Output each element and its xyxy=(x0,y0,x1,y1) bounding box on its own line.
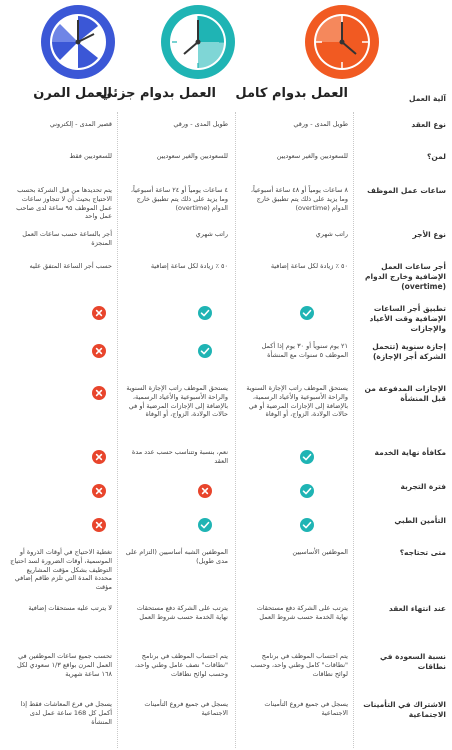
cell-part: يسجل في جميع فروع التأمينات الاجتماعية xyxy=(144,700,228,717)
cell-full: يسجل في جميع فروع التأمينات الاجتماعية xyxy=(264,700,348,717)
row-label: نوع الأجر xyxy=(412,230,446,239)
row-label: مكافأة نهاية الخدمة xyxy=(374,448,446,457)
cross-icon xyxy=(198,484,212,498)
cell-part: طويل المدى - ورقي xyxy=(173,120,228,128)
flexible-work-clock-icon xyxy=(40,4,116,80)
row-label: متى تحتاجه؟ xyxy=(399,548,446,557)
check-icon xyxy=(198,344,212,358)
cross-icon xyxy=(92,344,106,358)
cell-flex: يسجل في فرع المعاشات فقط إذا أكمل كل 168 ساعة عمل لدى المنشأة xyxy=(20,700,112,726)
check-icon xyxy=(300,306,314,320)
check-icon xyxy=(300,518,314,532)
row-label: فترة التجربة xyxy=(400,482,446,491)
part-time-clock-icon xyxy=(160,4,236,80)
cell-part: الموظفين الشبه أساسيين (التزام على مدى طويل) xyxy=(125,548,228,565)
row-label: إجازة سنوية (تتحمل الشركة أجر الإجازة) xyxy=(372,342,446,362)
cross-icon xyxy=(92,484,106,498)
cell-full: راتب شهري xyxy=(315,230,348,238)
row-label: ساعات عمل الموظف xyxy=(367,186,446,195)
cell-flex: قصير المدى - إلكتروني xyxy=(49,120,112,128)
cell-full: الموظفين الأساسيين xyxy=(292,548,348,556)
row-label: آلية العمل xyxy=(409,94,446,103)
cross-icon xyxy=(92,518,106,532)
cell-full: يترتب على الشركة دفع مستحقات نهاية الخدمة حسب شروط العمل xyxy=(256,604,348,621)
cell-full: ٥٠ ٪ زيادة لكل ساعة إضافية xyxy=(270,262,348,270)
cell-flex: للسعوديين فقط xyxy=(69,152,112,160)
check-icon xyxy=(198,518,212,532)
cell-part: للسعوديين والغير سعوديين xyxy=(156,152,228,160)
clock-row xyxy=(0,4,452,82)
cell-part: راتب شهري xyxy=(195,230,228,238)
cell-part: ٥٠ ٪ زيادة لكل ساعة إضافية xyxy=(150,262,228,270)
header-flexible: العمل المرن xyxy=(33,86,112,101)
cell-full: ٢١ يوم سنوياً أو ٣٠ يوم إذا أكمل الموظف ٥ سنوات مع المنشأة xyxy=(261,342,348,359)
cross-icon xyxy=(92,450,106,464)
column-divider xyxy=(117,112,118,748)
cell-part: يتم احتساب الموظف في برنامج "نطاقات" نصف عامل وطني واحد، وحسب لوائح نطاقات xyxy=(134,652,228,678)
cell-full: يستحق الموظف راتب الإجازة السنوية والراحة الأسبوعية والأعياد الرسمية، بالإضافة إلى الإجازات المرضية أو في حالات الولادة، الزواج، أو الوفاة xyxy=(246,384,348,419)
row-label: عند انتهاء العقد xyxy=(388,604,446,613)
cell-part: يترتب على الشركة دفع مستحقات نهاية الخدمة حسب شروط العمل xyxy=(136,604,228,621)
row-label: الإجازات المدفوعة من قبل المنشأة xyxy=(364,384,446,404)
cell-flex: حسب أجر الساعة المتفق عليه xyxy=(29,262,112,270)
cross-icon xyxy=(92,306,106,320)
row-label: الاشتراك في التأمينات الاجتماعية xyxy=(363,700,446,720)
cell-part: يستحق الموظف راتب الإجازة السنوية والراحة الأسبوعية والأعياد الرسمية، بالإضافة إلى الإجازات المرضية أو في حالات الولادة، الزواج، أو الوفاة xyxy=(126,384,228,419)
full-time-clock-icon xyxy=(304,4,380,80)
cell-full: للسعوديين والغير سعوديين xyxy=(276,152,348,160)
row-label: لمن؟ xyxy=(427,152,446,161)
row-label: تطبيق أجر الساعات الإضافية وقت الأعياد والإجازات xyxy=(369,304,446,334)
cell-flex: يتم تحديدها من قبل الشركة بحسب الاحتياج بحيث أن لا تتجاوز ساعات عمل الموظف ٩٥ ساعة لدى صاحب عمل واحد xyxy=(16,186,112,221)
cell-full: طويل المدى - ورقي xyxy=(293,120,348,128)
check-icon xyxy=(198,306,212,320)
cell-full: يتم احتساب الموظف في برنامج "نطاقات" كامل وطني واحد، وحسب لوائح نطاقات xyxy=(250,652,348,678)
row-label: نسبة السعودة في نطاقات xyxy=(379,652,446,672)
cell-flex: تغطية الاحتياج في أوقات الذروة أو الموسمية، أوقات الضرورة لسد احتياج التوظيف بشكل مؤقت المشاريع محددة المدة التي تلزم طاقم إضافي مؤقت xyxy=(10,548,112,592)
check-icon xyxy=(300,484,314,498)
column-divider xyxy=(353,112,354,748)
cell-full: ٨ ساعات يومياً أو ٤٨ ساعة أسبوعياً، وما يزيد على ذلك يتم تطبيق خارج الدوام (overtime) xyxy=(250,186,348,212)
column-divider xyxy=(235,112,236,748)
cell-part: نعم، بنسبة وتتناسب حسب عدد مدة العقد xyxy=(131,448,228,465)
check-icon xyxy=(300,450,314,464)
header-full-time: العمل بدوام كامل xyxy=(235,86,348,101)
row-label: التأمين الطبي xyxy=(394,516,446,525)
cell-flex: لا يترتب عليه مستحقات إضافية xyxy=(28,604,112,612)
cell-flex: أجر بالساعة حسب ساعات العمل المنجزة xyxy=(22,230,112,247)
cell-part: ٤ ساعات يومياً أو ٢٤ ساعة أسبوعياً، وما يزيد على ذلك يتم تطبيق خارج الدوام (overtime) xyxy=(130,186,228,212)
row-label: أجر ساعات العمل الإضافية وخارج الدوام (overtime) xyxy=(364,262,446,292)
cross-icon xyxy=(92,386,106,400)
header-part-time: العمل بدوام جزئي xyxy=(100,86,216,101)
cell-flex: تحسب جميع ساعات الموظفين في العمل المرن بواقع ١/٣ سعودي لكل ١٦٨ ساعة شهرية xyxy=(17,652,112,678)
row-label: نوع العقد xyxy=(411,120,446,129)
